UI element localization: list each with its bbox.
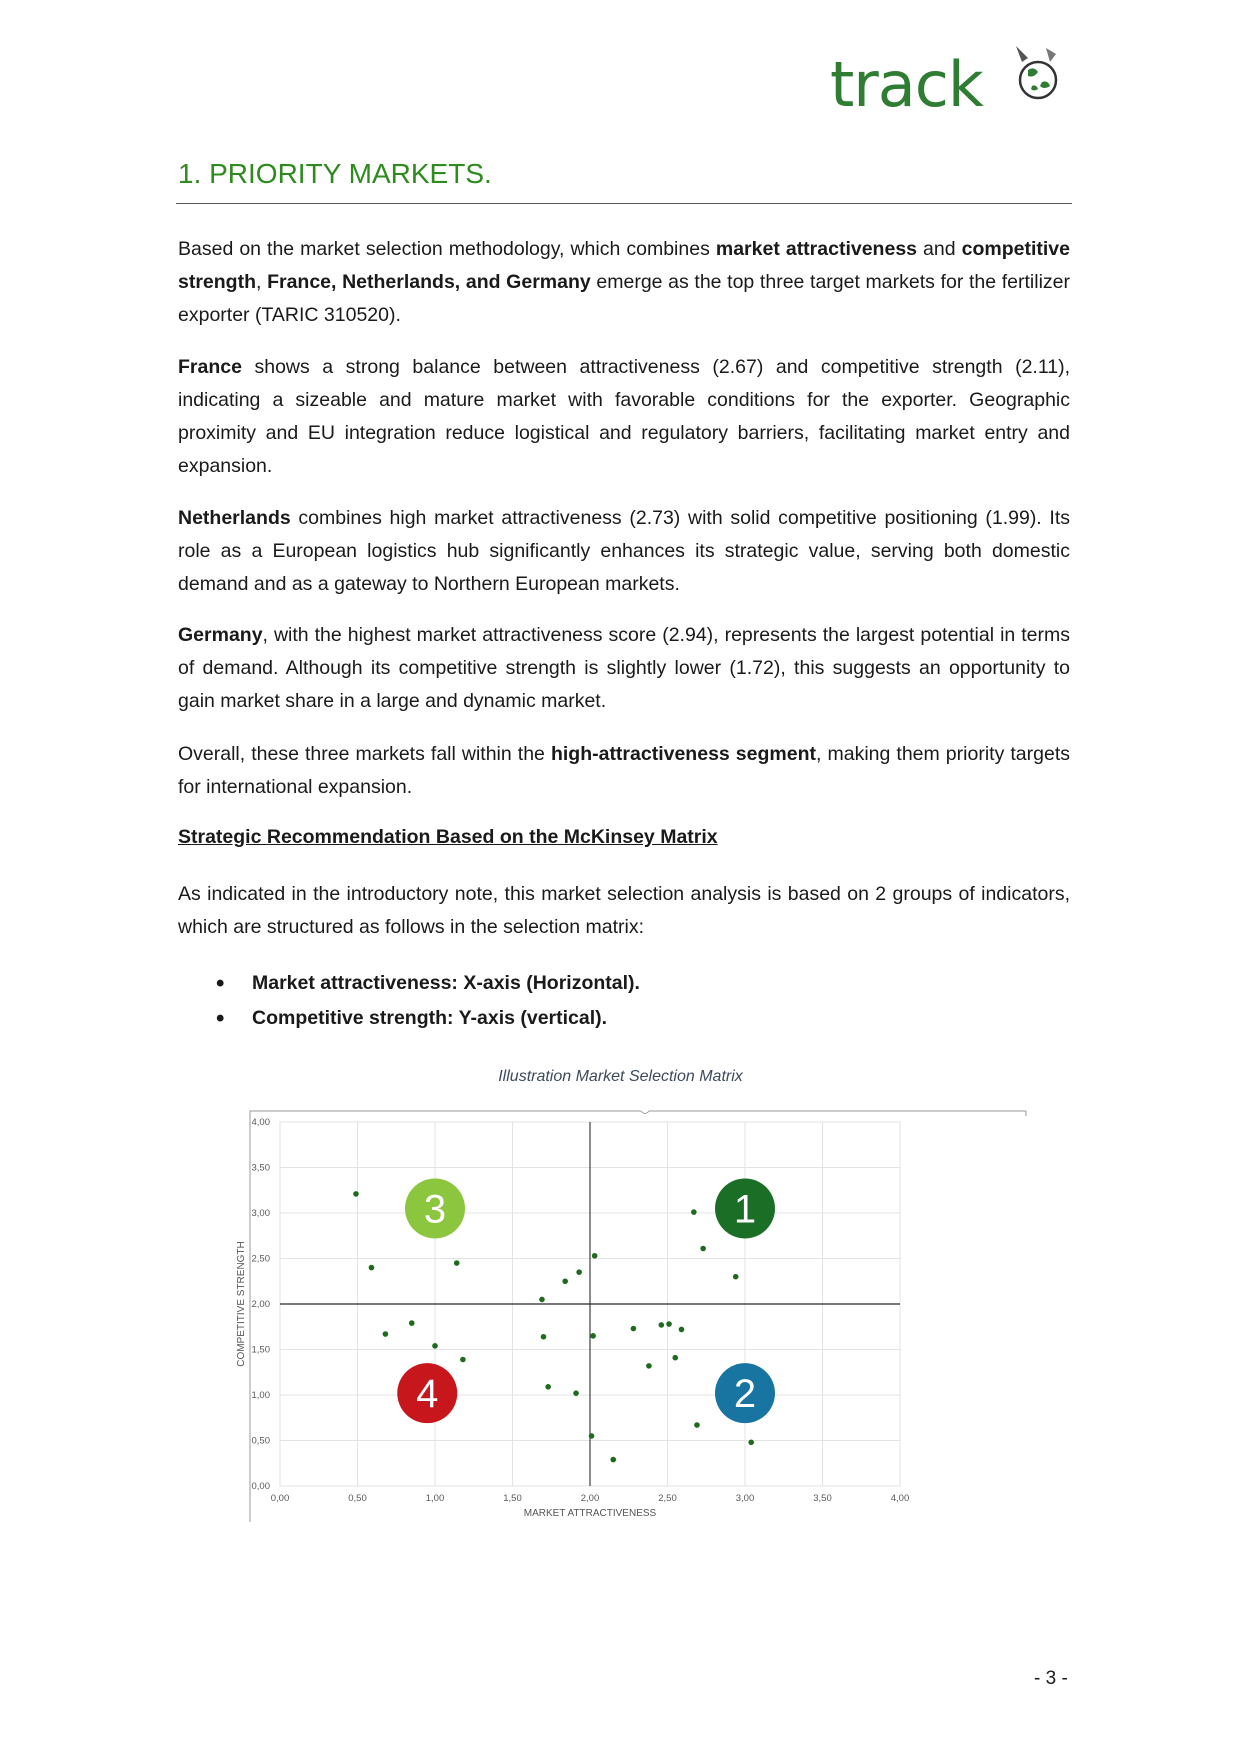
data-point: [353, 1191, 359, 1197]
x-tick-label: 4,00: [890, 1493, 910, 1504]
x-tick-label: 1,00: [425, 1493, 445, 1504]
data-point: [460, 1357, 466, 1363]
data-point: [369, 1265, 375, 1271]
y-tick-label: 1,50: [251, 1344, 270, 1356]
quadrant-marker-1: [715, 1178, 775, 1238]
x-tick-label: 0,00: [270, 1493, 290, 1504]
page-number: - 3 -: [1034, 1668, 1068, 1689]
paragraph-intro: Based on the market selection methodology, which combines market attractiveness and competitive strength, France, Netherlands, and Germany emerge as the top three target markets for the fertilizer exporter (TARIC 310520).: [178, 238, 1070, 326]
data-point: [409, 1320, 415, 1326]
data-point: [545, 1384, 551, 1390]
data-point: [672, 1355, 678, 1361]
list-item: • Competitive strength: Y-axis (vertical).: [208, 1001, 640, 1036]
y-tick-label: 3,00: [251, 1208, 270, 1219]
y-tick-label: 3,50: [251, 1162, 270, 1174]
y-tick-label: 1,00: [251, 1390, 270, 1401]
paragraph-netherlands: Netherlands combines high market attractiveness (2.73) with solid competitive positioning (1.99). Its role as a European logistics hub significantly enhances its strategic value, serving both domestic demand and as a gateway to Northern European markets.: [178, 507, 1070, 595]
section-subheading: Strategic Recommendation Based on the McKinsey Matrix: [178, 826, 718, 848]
y-tick-label: 0,00: [251, 1481, 270, 1492]
chart-ticks: [252, 1117, 910, 1504]
quadrant-dividers: [280, 1122, 900, 1486]
chart-frame: [250, 1111, 1026, 1522]
logo-wordmark: track: [830, 48, 983, 121]
data-point: [541, 1334, 547, 1340]
x-axis-label: MARKET ATTRACTIVENESS: [523, 1508, 657, 1519]
quadrant-number: 3: [423, 1187, 447, 1232]
quadrant-marker-2: [715, 1363, 775, 1423]
y-tick-label: 2,50: [251, 1253, 270, 1265]
data-point: [590, 1333, 596, 1339]
list-item: • Market attractiveness: X-axis (Horizontal).: [208, 966, 640, 1001]
data-point: [592, 1253, 598, 1259]
data-point: [610, 1457, 616, 1463]
data-point: [383, 1331, 389, 1337]
quadrant-number: 1: [733, 1187, 757, 1232]
paragraph-france: France shows a strong balance between attractiveness (2.67) and competitive strength (2.11), indicating a sizeable and mature market with favorable conditions for the exporter. Geographic proximity and EU integration reduce logistical and regulatory barriers, facilitating market entry and expansion.: [178, 356, 1070, 477]
paragraph-overall: Overall, these three markets fall within the high-attractiveness segment, making them priority targets for international expansion.: [178, 743, 1070, 798]
x-tick-label: 1,50: [503, 1493, 522, 1504]
figure-caption: Illustration Market Selection Matrix: [498, 1068, 743, 1085]
x-tick-label: 2,00: [580, 1493, 600, 1504]
y-tick-label: 2,00: [251, 1299, 270, 1310]
indicator-list: [208, 966, 640, 1036]
data-point: [679, 1327, 685, 1333]
quadrant-number: 4: [416, 1372, 439, 1417]
data-point: [748, 1440, 754, 1446]
y-axis-label: COMPETITIVE STRENGTH: [236, 1241, 247, 1367]
quadrant-markers: [397, 1178, 775, 1423]
data-point: [733, 1274, 739, 1280]
x-tick-label: 3,00: [735, 1493, 755, 1504]
data-point: [646, 1363, 652, 1369]
data-point: [454, 1260, 460, 1266]
data-point: [694, 1422, 700, 1428]
quadrant-number: 2: [733, 1372, 757, 1417]
data-point: [589, 1433, 595, 1439]
track-logo: [830, 42, 1066, 122]
data-point: [539, 1297, 545, 1303]
chart-points: [353, 1191, 757, 1462]
data-point: [562, 1278, 568, 1284]
data-point: [432, 1343, 438, 1349]
page-heading: 1. PRIORITY MARKETS.: [178, 158, 492, 189]
quadrant-marker-3: [405, 1178, 465, 1238]
data-point: [631, 1326, 637, 1332]
globe-kite-icon: [1006, 42, 1066, 112]
paragraph-indicators: As indicated in the introductory note, this market selection analysis is based on 2 groups of indicators, which are structured as follows in the selection matrix:: [178, 883, 1070, 938]
x-tick-label: 3,50: [813, 1493, 832, 1504]
x-tick-label: 2,50: [658, 1493, 677, 1504]
data-point: [700, 1246, 706, 1252]
heading-divider: [176, 203, 1072, 204]
data-point: [573, 1390, 579, 1396]
x-tick-label: 0,50: [348, 1493, 367, 1504]
y-tick-label: 0,50: [251, 1435, 270, 1447]
data-point: [666, 1321, 672, 1327]
data-point: [691, 1209, 697, 1215]
data-point: [576, 1269, 582, 1275]
market-selection-matrix-chart: [236, 1106, 1036, 1526]
paragraph-germany: Germany, with the highest market attractiveness score (2.94), represents the largest potential in terms of demand. Although its competitive strength is slightly lower (1.72), this suggests an opportunity to gain market share in a large and dynamic market.: [178, 624, 1070, 712]
data-point: [659, 1322, 665, 1328]
quadrant-marker-4: [397, 1363, 457, 1423]
y-tick-label: 4,00: [251, 1117, 270, 1128]
